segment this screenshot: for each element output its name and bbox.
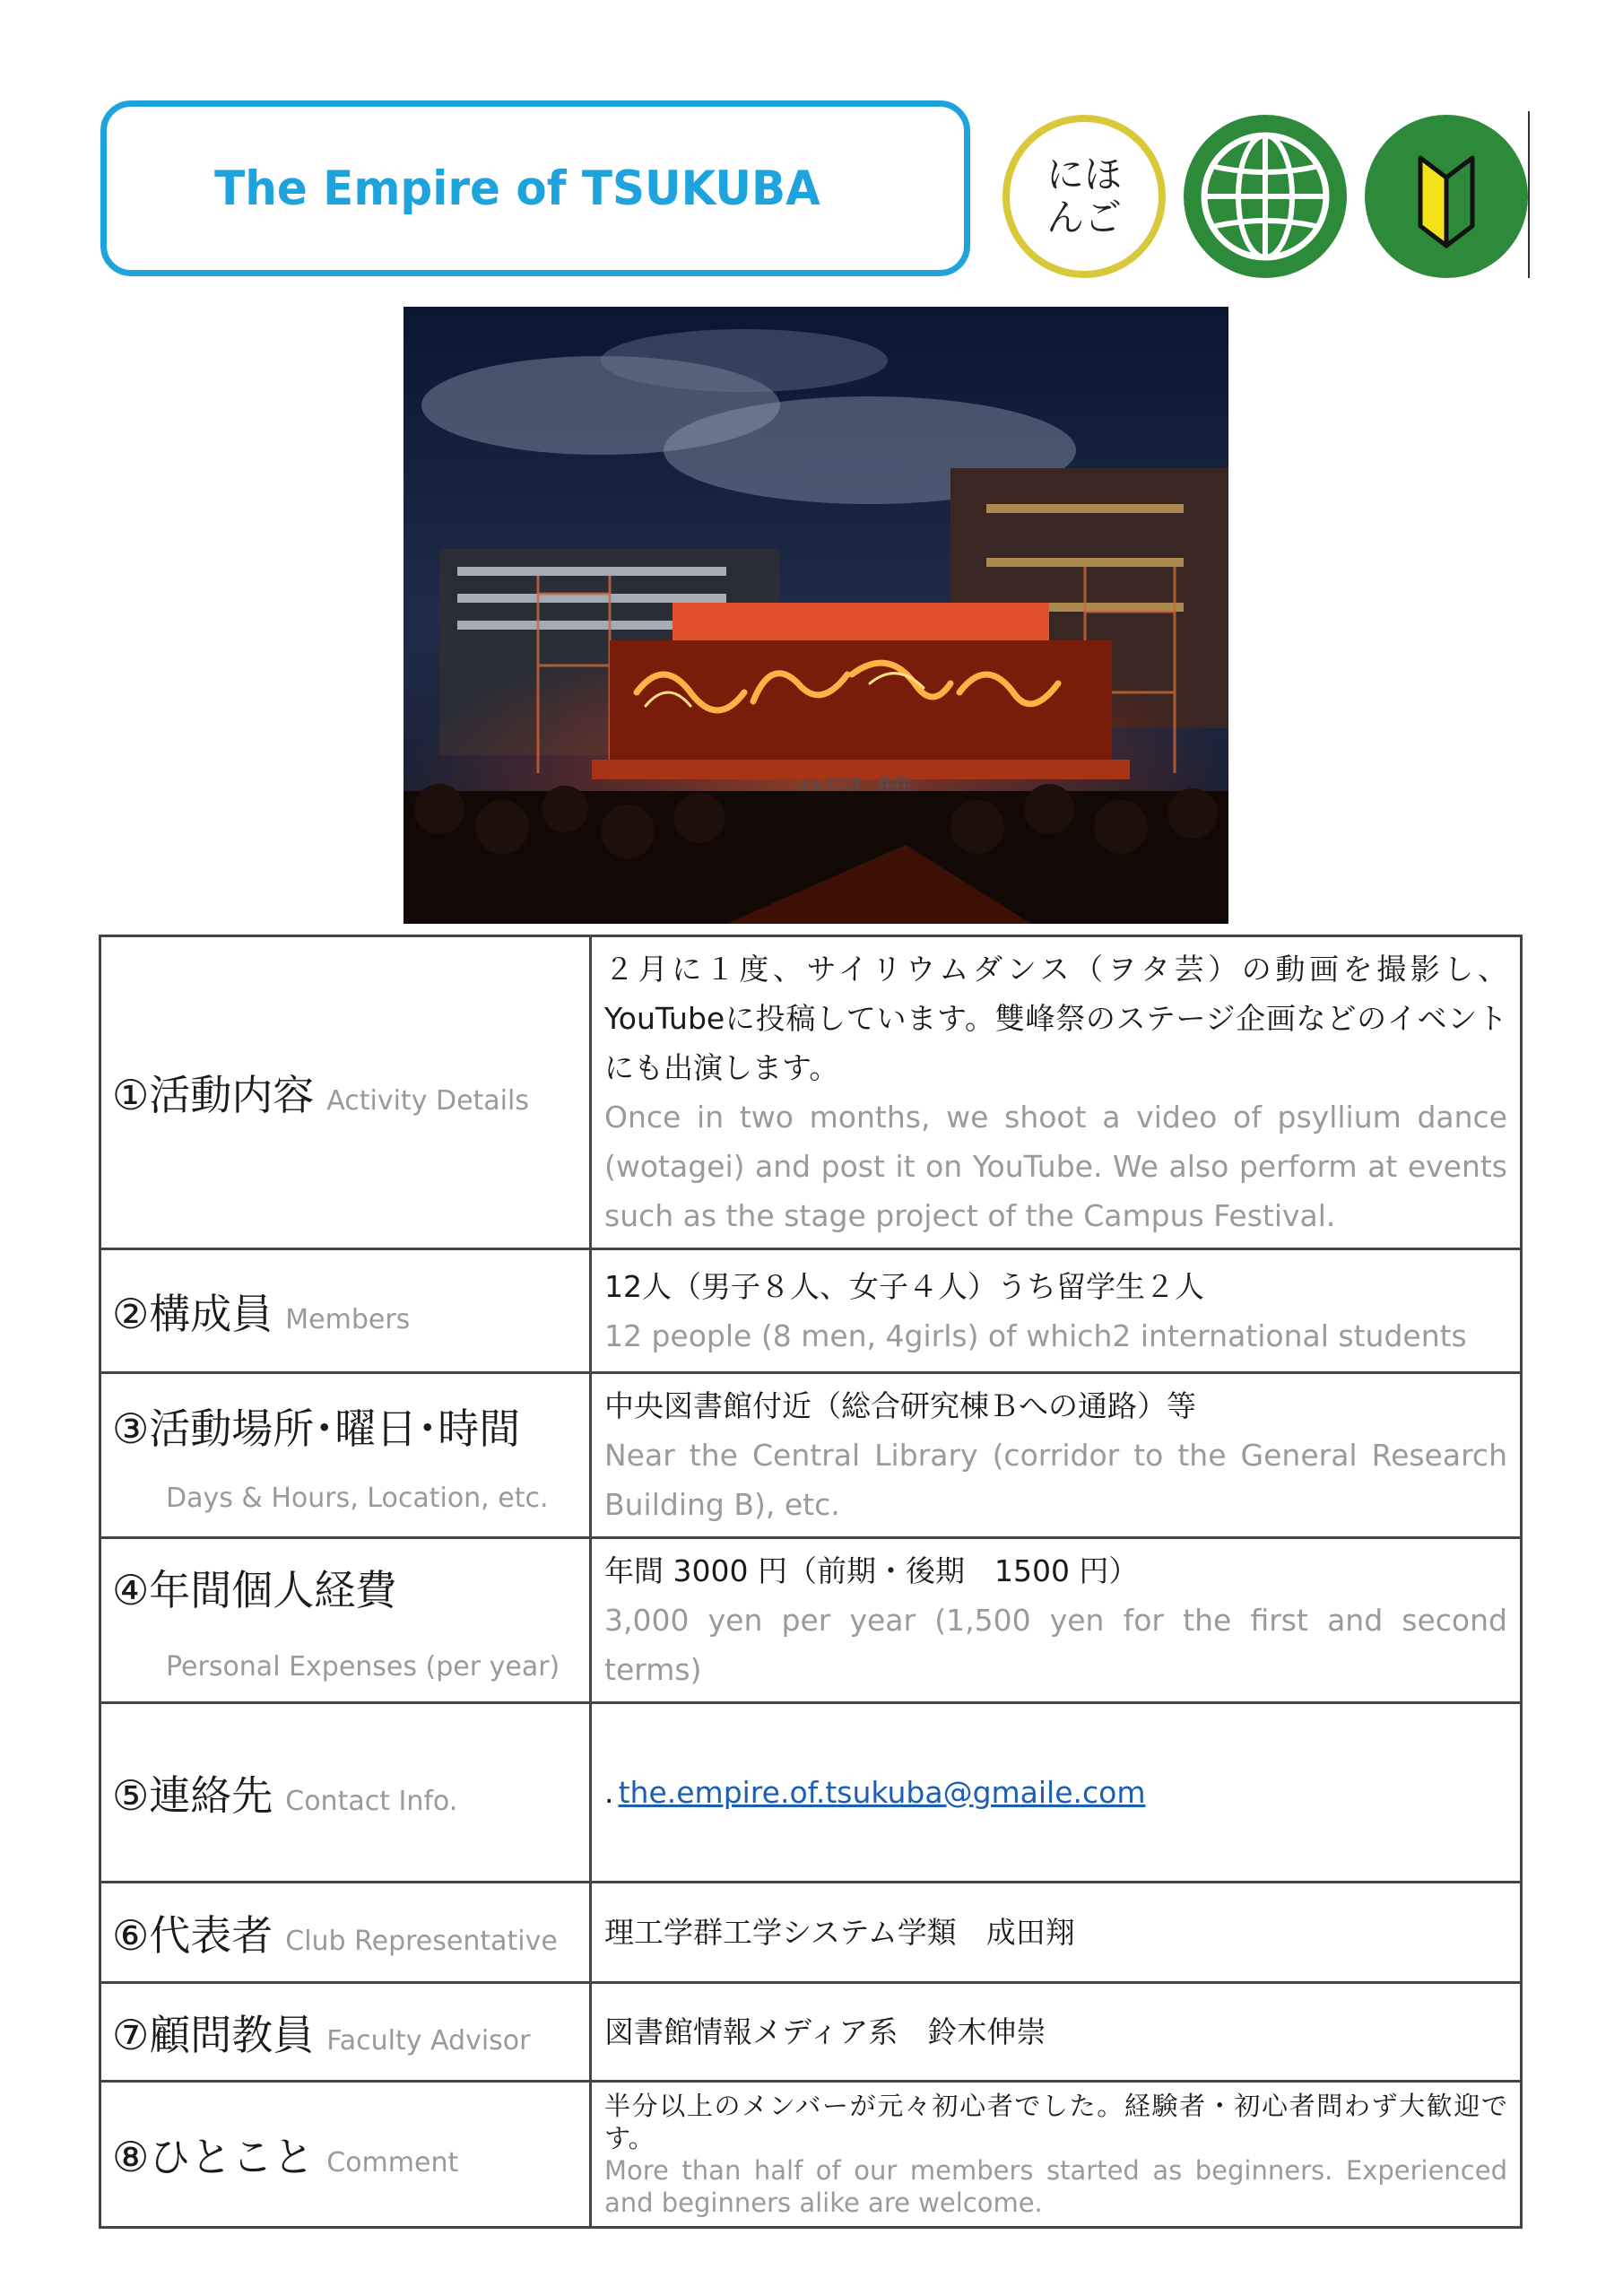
label-jp: ⑦顧問教員 xyxy=(112,2010,315,2059)
label-jp: ①活動内容 xyxy=(112,1071,315,1119)
value-en: Once in two months, we shoot a video of psyllium dance (wotagei) and post it on YouTube. We also perform at events such as the stage project of the Campus Festival. xyxy=(604,1100,1507,1233)
label-en: Comment xyxy=(326,2147,459,2179)
email-link[interactable]: the.empire.of.tsukuba@gmaile.com xyxy=(618,1775,1146,1810)
value-jp: 12人（男子８人、女子４人）うち留学生２人 xyxy=(604,1268,1204,1304)
table-row-members xyxy=(100,1249,1522,1373)
label-cell xyxy=(100,2082,591,2228)
label-jp: ⑧ひとこと xyxy=(112,2133,315,2181)
value-en: 3,000 yen per year (1,500 yen for the first and second terms) xyxy=(604,1603,1507,1687)
table-row-contact xyxy=(100,1703,1522,1883)
email-prefix: . xyxy=(604,1775,614,1810)
value-cell xyxy=(591,936,1522,1249)
label-cell xyxy=(100,1983,591,2082)
badge-nihongo-line2: んご xyxy=(1046,196,1122,239)
label-en: Personal Expenses (per year) xyxy=(166,1651,560,1683)
table-row-activity xyxy=(100,936,1522,1249)
value-cell xyxy=(591,1983,1522,2082)
value-cell xyxy=(591,2082,1522,2228)
value-jp: ２月に１度、サイリウムダンス（ヲタ芸）の動画を撮影し、YouTubeに投稿しています。雙峰祭のステージ企画などのイベントにも出演します。 xyxy=(604,952,1507,1085)
label-cell xyxy=(100,1538,591,1703)
label-jp: ⑤連絡先 xyxy=(112,1770,273,1820)
header-divider xyxy=(1528,111,1530,278)
label-en: Faculty Advisor xyxy=(326,2024,531,2057)
club-info-table xyxy=(99,935,1523,2229)
label-en: Activity Details xyxy=(326,1085,529,1117)
value-jp: 年間 3000 円（前期・後期 1500 円） xyxy=(604,1553,1139,1588)
page-title: The Empire of TSUKUBA xyxy=(214,161,820,216)
value-jp: 理工学群工学システム学類 成田翔 xyxy=(604,1915,1075,1950)
value-en: More than half of our members started as beginners. Experienced and beginners alike are welcome. xyxy=(604,2155,1507,2218)
label-en: Days & Hours, Location, etc. xyxy=(166,1483,549,1514)
stage-photo xyxy=(404,307,1228,924)
value-jp: 半分以上のメンバーが元々初心者でした。経験者・初心者問わず大歓迎です。 xyxy=(604,2091,1507,2153)
label-en: Contact Info. xyxy=(285,1785,458,1817)
label-jp: ②構成員 xyxy=(112,1289,273,1338)
value-jp: 中央図書館付近（総合研究棟Ｂへの通路）等 xyxy=(604,1388,1196,1423)
label-cell xyxy=(100,936,591,1249)
value-cell xyxy=(591,1373,1522,1538)
label-jp: ③活動場所･曜日･時間 xyxy=(112,1405,521,1453)
table-row-representative xyxy=(100,1883,1522,1983)
table-row-location xyxy=(100,1373,1522,1538)
value-en: Near the Central Library (corridor to the General Research Building B), etc. xyxy=(604,1438,1507,1522)
label-en: Members xyxy=(285,1303,411,1335)
label-cell xyxy=(100,1249,591,1373)
title-box xyxy=(100,100,970,276)
beginner-mark-icon xyxy=(1365,115,1528,278)
value-cell xyxy=(591,1883,1522,1983)
globe-icon xyxy=(1184,115,1347,278)
badge-nihongo-line1: にほ xyxy=(1046,152,1122,196)
table-row-comment xyxy=(100,2082,1522,2228)
nihongo-badge-icon xyxy=(1002,115,1166,278)
table-row-expenses xyxy=(100,1538,1522,1703)
label-jp: ⑥代表者 xyxy=(112,1910,273,1960)
value-cell xyxy=(591,1249,1522,1373)
value-cell xyxy=(591,1538,1522,1703)
value-cell xyxy=(591,1703,1522,1883)
value-en: 12 people (8 men, 4girls) of which2 international students xyxy=(604,1318,1467,1353)
label-jp: ④年間個人経費 xyxy=(112,1566,397,1614)
value-jp: 図書館情報メディア系 鈴木伸崇 xyxy=(604,2014,1046,2049)
label-cell xyxy=(100,1883,591,1983)
table-row-advisor xyxy=(100,1983,1522,2082)
label-en: Club Representative xyxy=(285,1925,558,1957)
label-cell xyxy=(100,1373,591,1538)
label-cell xyxy=(100,1703,591,1883)
